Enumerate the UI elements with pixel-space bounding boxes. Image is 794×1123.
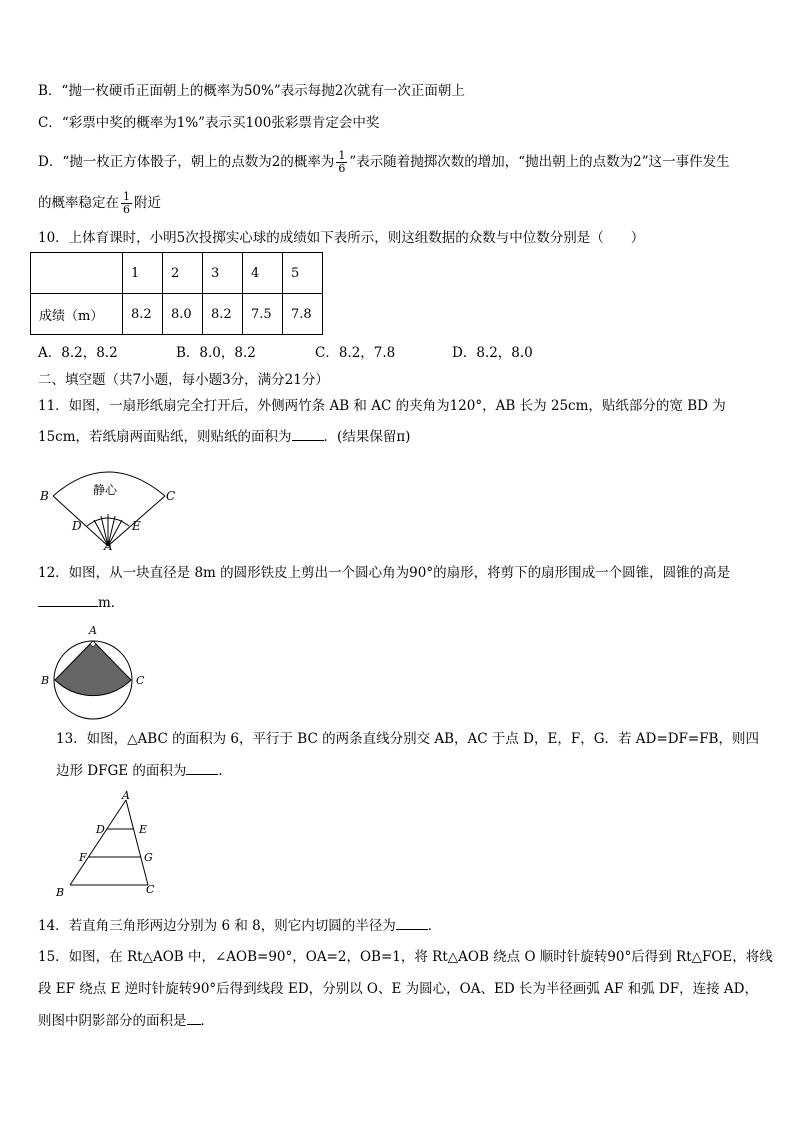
fraction: $\frac{1}{6}$ bbox=[123, 190, 130, 216]
q14-text: 14．若直角三角形两边分别为 6 和 8，则它内切圆的半径为 bbox=[38, 918, 396, 934]
option-d-text4: 附近 bbox=[134, 195, 161, 211]
option-d-line2 bbox=[38, 191, 161, 216]
answer-blank bbox=[38, 606, 98, 607]
q15-line2: 段 EF 绕点 E 逆时针旋转90°后得到线段 ED，分别以 O、E 为圆心，OA、ED 长为半径画弧 AF 和弧 DF，连接 AD， bbox=[38, 981, 758, 997]
table-cell: 7.5 bbox=[243, 294, 283, 335]
table-cell bbox=[31, 253, 123, 294]
section-heading: 二、填空题（共7小题，每小题3分，满分21分） bbox=[38, 372, 329, 388]
q15-line3 bbox=[38, 1012, 214, 1030]
q11-text-end: ．(结果保留π) bbox=[323, 429, 411, 445]
table-cell: 8.2 bbox=[123, 294, 163, 335]
answer-blank bbox=[396, 929, 428, 930]
q10-stem: 10．上体育课时，小明5次投掷实心球的成绩如下表所示，则这组数据的众数与中位数分别是（ ） bbox=[38, 230, 645, 246]
option-d-text2: ”表示随着抛掷次数的增加，“抛出朝上的点数为2”这一事件发生 bbox=[349, 154, 730, 170]
q15-text: 则图中阴影部分的面积是 bbox=[38, 1013, 187, 1029]
answer-blank bbox=[187, 1024, 201, 1025]
label-c: C bbox=[146, 883, 155, 896]
q10-option-d: D．8.2，8.0 bbox=[452, 345, 533, 361]
fraction: $\frac{1}{6}$ bbox=[338, 149, 346, 175]
label-e: E bbox=[132, 519, 141, 533]
table-cell: 5 bbox=[283, 253, 323, 294]
scores-table bbox=[30, 252, 323, 335]
q14 bbox=[38, 917, 441, 935]
q10-option-c: C．8.2，7.8 bbox=[315, 345, 396, 361]
q14-text-end: ． bbox=[427, 918, 442, 934]
triangle-figure bbox=[50, 790, 162, 900]
q13-line2 bbox=[56, 762, 232, 780]
table-cell: 8.0 bbox=[163, 294, 203, 335]
option-b: B．“抛一枚硬币正面朝上的概率为50%”表示每抛2次就有一次正面朝上 bbox=[38, 83, 465, 99]
label-b: B bbox=[40, 489, 49, 503]
label-g: G bbox=[144, 851, 153, 864]
answer-blank bbox=[292, 440, 324, 441]
q15-text-end: ． bbox=[200, 1013, 214, 1029]
table-cell: 4 bbox=[243, 253, 283, 294]
option-c: C．“彩票中奖的概率为1%”表示买100张彩票肯定会中奖 bbox=[38, 115, 380, 131]
table-cell: 2 bbox=[163, 253, 203, 294]
q11-text: 15cm，若纸扇两面贴纸，则贴纸的面积为 bbox=[38, 429, 292, 445]
table-cell: 3 bbox=[203, 253, 243, 294]
option-d-text3: 的概率稳定在 bbox=[38, 195, 119, 211]
q12-unit: m． bbox=[98, 595, 125, 611]
label-a: A bbox=[122, 790, 130, 802]
label-e: E bbox=[139, 823, 148, 836]
q10-option-b: B．8.0，8.2 bbox=[176, 345, 256, 361]
label-c: C bbox=[166, 489, 176, 503]
option-d-text1: D．“抛一枚正方体骰子，朝上的点数为2的概率为 bbox=[38, 154, 335, 170]
label-a: A bbox=[104, 539, 113, 550]
q15-line1: 15．如图，在 Rt△AOB 中，∠AOB=90°，OA=2，OB=1，将 Rt△AOB 绕点 O 顺时针旋转90°后得到 Rt△FOE，将线 bbox=[38, 949, 773, 965]
q13-text: 边形 DFGE 的面积为 bbox=[56, 763, 187, 779]
answer-blank bbox=[186, 774, 218, 775]
fan-figure bbox=[38, 458, 178, 550]
label-d: D bbox=[72, 519, 82, 533]
q12-line1: 12．如图，从一块直径是 8m 的圆形铁皮上剪出一个圆心角为90°的扇形，将剪下的扇形围成一个圆锥，圆锥的高是 bbox=[38, 565, 731, 581]
label-a: A bbox=[89, 624, 97, 637]
table-row bbox=[31, 253, 323, 294]
fan-text: 静心 bbox=[93, 483, 118, 497]
table-cell: 1 bbox=[123, 253, 163, 294]
label-b: B bbox=[56, 886, 65, 899]
q10-option-a: A．8.2，8.2 bbox=[38, 345, 118, 361]
table-cell: 8.2 bbox=[203, 294, 243, 335]
q13-line1: 13．如图，△ABC 的面积为 6，平行于 BC 的两条直线分别交 AB，AC 于点 D，E，F，G．若 AD=DF=FB，则四 bbox=[56, 731, 759, 747]
q12-line2 bbox=[38, 594, 124, 612]
option-d-line1 bbox=[38, 150, 730, 175]
table-cell: 7.8 bbox=[283, 294, 323, 335]
label-d: D bbox=[96, 823, 105, 836]
q13-text-end: ． bbox=[218, 763, 232, 779]
table-row bbox=[31, 294, 323, 335]
label-f: F bbox=[79, 851, 87, 864]
q11-line1: 11．如图，一扇形纸扇完全打开后，外侧两竹条 AB 和 AC 的夹角为120°，AB 长为 25cm，贴纸部分的宽 BD 为 bbox=[38, 398, 726, 414]
label-b: B bbox=[41, 674, 50, 687]
circle-sector-figure bbox=[38, 620, 158, 720]
q11-line2 bbox=[38, 428, 410, 446]
table-cell: 成绩（m） bbox=[31, 294, 123, 335]
label-c: C bbox=[136, 674, 145, 687]
